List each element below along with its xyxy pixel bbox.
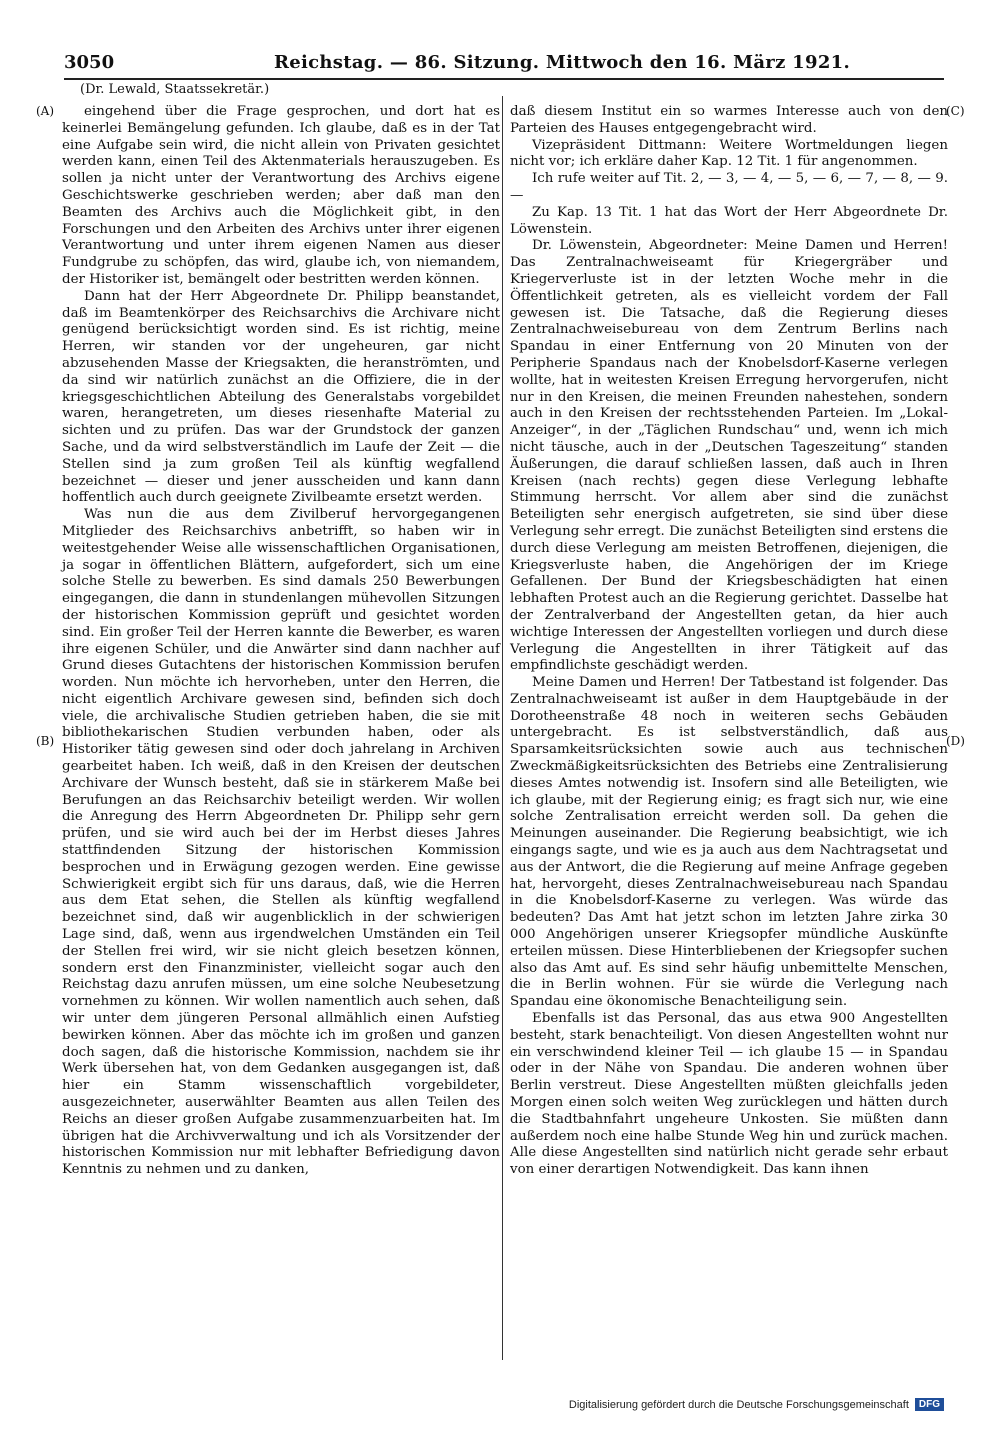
left-paragraph: Dann hat der Herr Abgeordnete Dr. Philipp beanstandet, daß im Beamtenkörper des Reichsarchivs die Archivare nicht genügend berücksichtigt worden sind. Es ist richtig, meine Herren, wir standen vor der ungeheuren, gar nicht abzusehenden Masse der Kriegsakten, die heranströmten, und da sind wir natürlich zunächst an die Offiziere, die in der kriegsgeschichtlichen Abteilung des Generalstabs vorgebildet waren, herangetreten, um dieses riesenhafte Material zu sichten und zu prüfen. Das war der Grundstock der ganzen Sache, und da wird selbstverständlich im Laufe der Zeit — die Stellen sind ja zum großen Teil als künftig wegfallend bezeichnet — dieser und jener ausscheiden und kann dann hoffentlich auch durch geeignete Zivilbeamte ersetzt werden. xyxy=(62,288,500,506)
dfg-logo: DFG xyxy=(915,1398,944,1411)
right-paragraph: Dr. Löwenstein, Abgeordneter: Meine Damen und Herren! Das Zentralnachweiseamt für Kriegergräber und Kriegerverluste ist in der letzten Woche mehr in die Öffentlichkeit getreten, als es vielleicht vordem der Fall gewesen ist. Die Tatsache, daß die Regierung dieses Zentralnachweisebureau von dem Zentrum Berlins nach Spandau in einer Entfernung von 20 Minuten von der Peripherie Spandaus nach der Knobelsdorf-Kaserne verlegen wollte, hat in weitesten Kreisen Erregung hervorgerufen, nicht nur in den Kreisen, die meinen Freunden nahestehen, sondern auch in den Kreisen der rechtsstehenden Parteien. Im „Lokal-Anzeiger“, in der „Täglichen Rundschau“ und, wenn ich mich nicht täusche, auch in der „Deutschen Tageszeitung“ standen Äußerungen, die darauf schließen lassen, daß auch in Ihren Kreisen (nach rechts) gegen diese Verlegung lebhafte Stimmung herrscht. Vor allem aber sind die zunächst Beteiligten sehr energisch aufgetreten, sie sind über diese Verlegung sehr erregt. Die zunächst Beteiligten sind erstens die durch diese Verlegung am meisten Betroffenen, diejenigen, die Kriegsverluste haben, die Angehörigen der im Kriege Gefallenen. Der Bund der Kriegsbeschädigten hat einen lebhaften Protest auch an die Regierung gerichtet. Dasselbe hat der Zentralverband der Angestellten getan, da hier auch wichtige Interessen der Angestellten vorliegen und durch diese Verlegung die Angestellten in ihrer Tätigkeit auf das empfindlichste geschädigt werden. xyxy=(510,238,948,674)
right-column xyxy=(510,104,948,1360)
right-paragraph: Meine Damen und Herren! Der Tatbestand ist folgender. Das Zentralnachweiseamt ist außer in dem Hauptgebäude in der Dorotheenstraße 48 noch in weiteren sechs Gebäuden untergebracht. Es ist selbstverständlich, daß aus Sparsamkeitsrücksichten sowie auch aus technischen Zweckmäßigkeitsrücksichten des Betriebs eine Zentralisierung dieses Amtes notwendig ist. Insofern sind alle Beteiligten, wie ich glaube, mit der Regierung einig; es fragt sich nur, wie eine solche Zentralisation erreicht werden soll. Da gehen die Meinungen auseinander. Die Regierung beabsichtigt, wie ich eingangs sagte, und wie es ja auch aus dem Nachtragsetat und aus der Antwort, die die Regierung auf meine Anfrage gegeben hat, hervorgeht, dieses Zentralnachweisebureau nach Spandau in die Knobelsdorf-Kaserne zu verlegen. Was würde das bedeuten? Das Amt hat jetzt schon im letzten Jahre zirka 30 000 Angehörigen unserer Kriegsopfer mündliche Auskünfte erteilen müssen. Diese Hinterbliebenen der Kriegsopfer suchen also das Amt auf. Es sind sehr häufig unbemittelte Menschen, die in Berlin wohnen. Für sie würde die Verlegung nach Spandau eine ökonomische Benachteiligung sein. xyxy=(510,675,948,1010)
page-header xyxy=(64,50,944,80)
right-paragraph: daß diesem Institut ein so warmes Interesse auch von den Parteien des Hauses entgegengebracht wird. xyxy=(510,104,948,136)
right-paragraph: Ich rufe weiter auf Tit. 2, — 3, — 4, — 5, — 6, — 7, — 8, — 9. — xyxy=(510,171,948,203)
footer-text: Digitalisierung gefördert durch die Deutsche Forschungsgemeinschaft xyxy=(568,1398,909,1411)
left-column xyxy=(62,104,500,1360)
right-paragraph: Vizepräsident Dittmann: Weitere Wortmeldungen liegen nicht vor; ich erkläre daher Kap. 12 Tit. 1 für angenommen. xyxy=(510,137,948,170)
right-paragraph: Ebenfalls ist das Personal, das aus etwa 900 Angestellten besteht, stark benachteiligt. Von diesen Angestellten wohnt nur ein verschwindend kleiner Teil — ich glaube 15 — in Spandau oder in der Nähe von Spandau. Die anderen wohnen über Berlin verstreut. Diese Angestellten müßten gleichfalls jeden Morgen einen solch weiten Weg zurücklegen und hätten durch die Stadtbahnfahrt ungeheure Unkosten. Sie müßten dann außerdem noch eine halbe Stunde Weg hin und zurück machen. Alle diese Angestellten sind natürlich nicht gerade sehr erbaut von einer derartigen Notwendigkeit. Das kann ihnen xyxy=(510,1011,948,1178)
margin-mark-a: (A) xyxy=(36,104,55,118)
left-paragraph: Was nun die aus dem Zivilberuf hervorgegangenen Mitglieder des Reichsarchivs anbetrifft, so haben wir in weitestgehender Weise alle wissenschaftlichen Organisationen, ja sogar in öffentlichen Blättern, aufgefordert, sich um eine solche Stelle zu bewerben. Es sind damals 250 Bewerbungen eingegangen, die dann in stundenlangen mühevollen Sitzungen der historischen Kommission geprüft und gesichtet worden sind. Ein großer Teil der Herren kannte die Bewerber, es waren ihre eigenen Schüler, und die Anwärter sind dann nachher auf Grund dieses Gutachtens der historischen Kommission berufen worden. Nun möchte ich hervorheben, unter den Herren, die nicht eigentlich Archivare gewesen sind, befinden sich doch viele, die archivalische Studien getrieben haben, die sie mit bibliothekarischen Studien verbunden haben, oder als Historiker tätig gewesen sind oder doch jahrelang in Archiven gearbeitet haben. Ich weiß, daß in den Kreisen der deutschen Archivare der Wunsch besteht, daß sie in stärkerem Maße bei Berufungen an das Reichsarchiv beteiligt werden. Wir wollen die Anregung des Herrn Abgeordneten Dr. Philipp sehr gern prüfen, und sie wird auch bei der im Herbst dieses Jahres stattfindenden Sitzung der historischen Kommission besprochen und in Erwägung gezogen werden. Eine gewisse Schwierigkeit ergibt sich für uns daraus, daß, wie die Herren aus dem Etat sehen, die Stellen als künftig wegfallend bezeichnet sind, daß wir augenblicklich in der schwierigen Lage sind, daß, wenn aus irgendwelchen Umständen ein Teil der Stellen frei wird, wir sie nicht gleich besetzen können, sondern erst den Finanzminister, vielleicht sogar auch den Reichstag dazu anrufen müssen, um eine solche Neubesetzung vornehmen zu können. Wir wollen namentlich auch sehen, daß wir unter dem jüngeren Personal allmählich einen Aufstieg bewirken können. Aber das möchte ich im großen und ganzen doch sagen, daß die historische Kommission, nachdem sie ihr Werk übersehen hat, von dem Gedanken ausgegangen ist, daß hier ein Stamm wissenschaftlich vorgebildeter, ausgezeichneter, auserwählter Beamten aus allen Teilen des Reichs an dieser großen Aufgabe zusammenzuarbeiten hat. Im übrigen hat die Archivverwaltung und ich als Vorsitzender der historischen Kommission nur mit lebhafter Befriedigung davon Kenntnis zu nehmen und zu danken, xyxy=(62,507,500,1178)
running-title: Reichstag. — 86. Sitzung. Mittwoch den 16. März 1921. xyxy=(274,52,851,73)
column-divider xyxy=(502,96,503,1360)
margin-mark-b: (B) xyxy=(36,734,55,748)
speaker-note: (Dr. Lewald, Staatssekretär.) xyxy=(80,82,270,97)
right-paragraph: Zu Kap. 13 Tit. 1 hat das Wort der Herr Abgeordnete Dr. Löwenstein. xyxy=(510,204,948,237)
margin-mark-d: (D) xyxy=(946,734,965,748)
page-number: 3050 xyxy=(64,52,115,73)
footer xyxy=(569,1398,944,1411)
margin-mark-c: (C) xyxy=(946,104,965,118)
left-paragraph: eingehend über die Frage gesprochen, und dort hat es keinerlei Bemängelung gefunden. Ich glaube, daß es in der Tat eine Aufgabe sein wird, die nicht allein von Privaten gesichtet werden kann, einen Teil des Aktenmaterials herauszugeben. Es sollen ja nicht unter der Verantwortung des Archivs eigene Geschichtswerke geschrieben werden; aber daß man den Beamten des Archivs auch die Möglichkeit gibt, in den Forschungen und den Arbeiten des Archivs unter ihrer eigenen Verantwortung und unter ihrem eigenen Namen aus dieser Fundgrube zu schöpfen, das wird, glaube ich, von niemandem, der Historiker ist, bemängelt oder bestritten werden können. xyxy=(62,104,500,287)
